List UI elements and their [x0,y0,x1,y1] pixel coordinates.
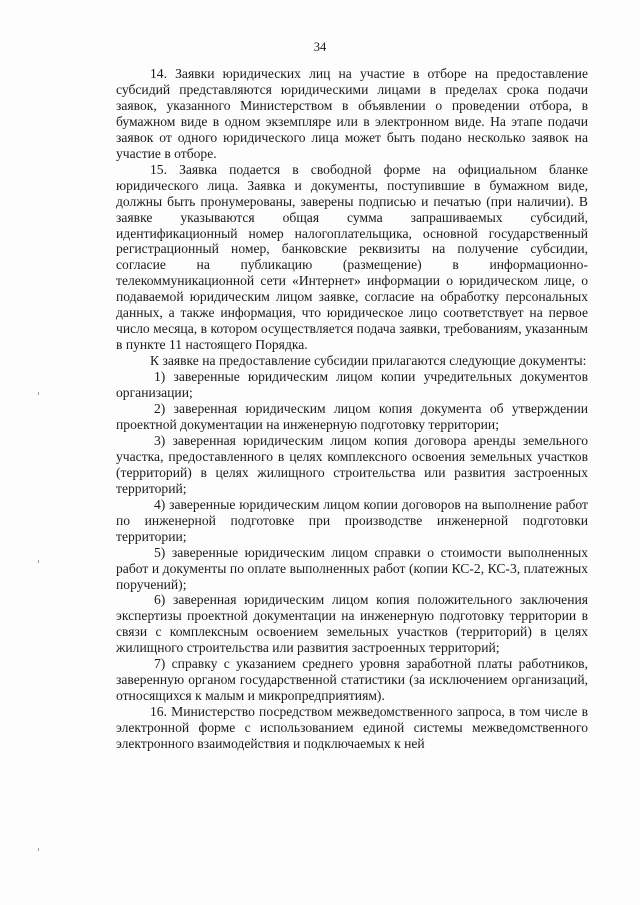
attachment-item-2: 2) заверенная юридическим лицом копия документа об утверждении проектной документации на инженерную подготовку территории; [116,401,588,432]
attachment-item-7: 7) справку с указанием среднего уровня заработной платы работников, заверенную органом государственной статистики (за исключением организаций, относящихся к малым и микропредприятиям). [116,656,588,704]
attachment-item-5: 5) заверенные юридическим лицом справки о стоимости выполненных работ и документы по оплате выполненных работ (копии КС-2, КС-3, платежных поручений); [116,544,588,592]
page-number: 34 [313,40,327,54]
attachment-item-6: 6) заверенная юридическим лицом копия положительного заключения экспертизы проектной документации на инженерную подготовку территории в связи с комплексным освоением земельных участков (территорий) в целях жилищного строительства или развития застроенных территорий; [116,592,588,656]
attachment-item-1: 1) заверенные юридическим лицом копии учредительных документов организации; [116,369,588,401]
attachment-item-3: 3) заверенная юридическим лицом копия договора аренды земельного участка, предоставленного в целях комплексного освоения земельных участков (территорий) в целях жилищного строительства или развития застроенных территорий; [116,432,588,496]
margin-mark [38,392,39,395]
document-body [116,66,588,752]
clause-15: 15. Заявка подается в свободной форме на официальном бланке юридического лица. Заявка и документы, поступившие в бумажном виде, должны быть пронумерованы, заверены подписью и печатью (при наличии). В заявке указываются общая сумма запрашиваемых субсидий, идентификационный номер налогоплательщика, основной государственный регистрационный номер, банковские реквизиты на получение субсидии, согласие на публикацию (размещение) в информационно-телекоммуникационной сети «Интернет» информации о юридическом лице, о подаваемой юридическим лицом заявке, согласие на обработку персональных данных, а также информация, что юридическое лицо соответствует на первое число месяца, в котором осуществляется подача заявки, требованиям, указанным в пункте 11 настоящего Порядка. [116,161,588,353]
attachments-intro: К заявке на предоставление субсидии прилагаются следующие документы: [150,353,587,369]
attachment-item-4: 4) заверенные юридическим лицом копии договоров на выполнение работ по инженерной подготовке при производстве инженерной подготовки территории; [116,496,588,544]
clause-14: 14. Заявки юридических лиц на участие в отборе на предоставление субсидий представляются юридическими лицами в пределах срока подачи заявок, указанного Министерством в объявлении о проведении отбора, в бумажном виде в одном экземпляре или в электронном виде. На этапе подачи заявок от одного юридического лица может быть подано несколько заявок на участие в отборе. [116,66,588,161]
clause-16: 16. Министерство посредством межведомственного запроса, в том числе в электронной форме с использованием единой системы межведомственного электронного взаимодействия и подключаемых к ней [116,704,588,752]
margin-mark [38,848,39,851]
margin-mark [38,560,39,563]
